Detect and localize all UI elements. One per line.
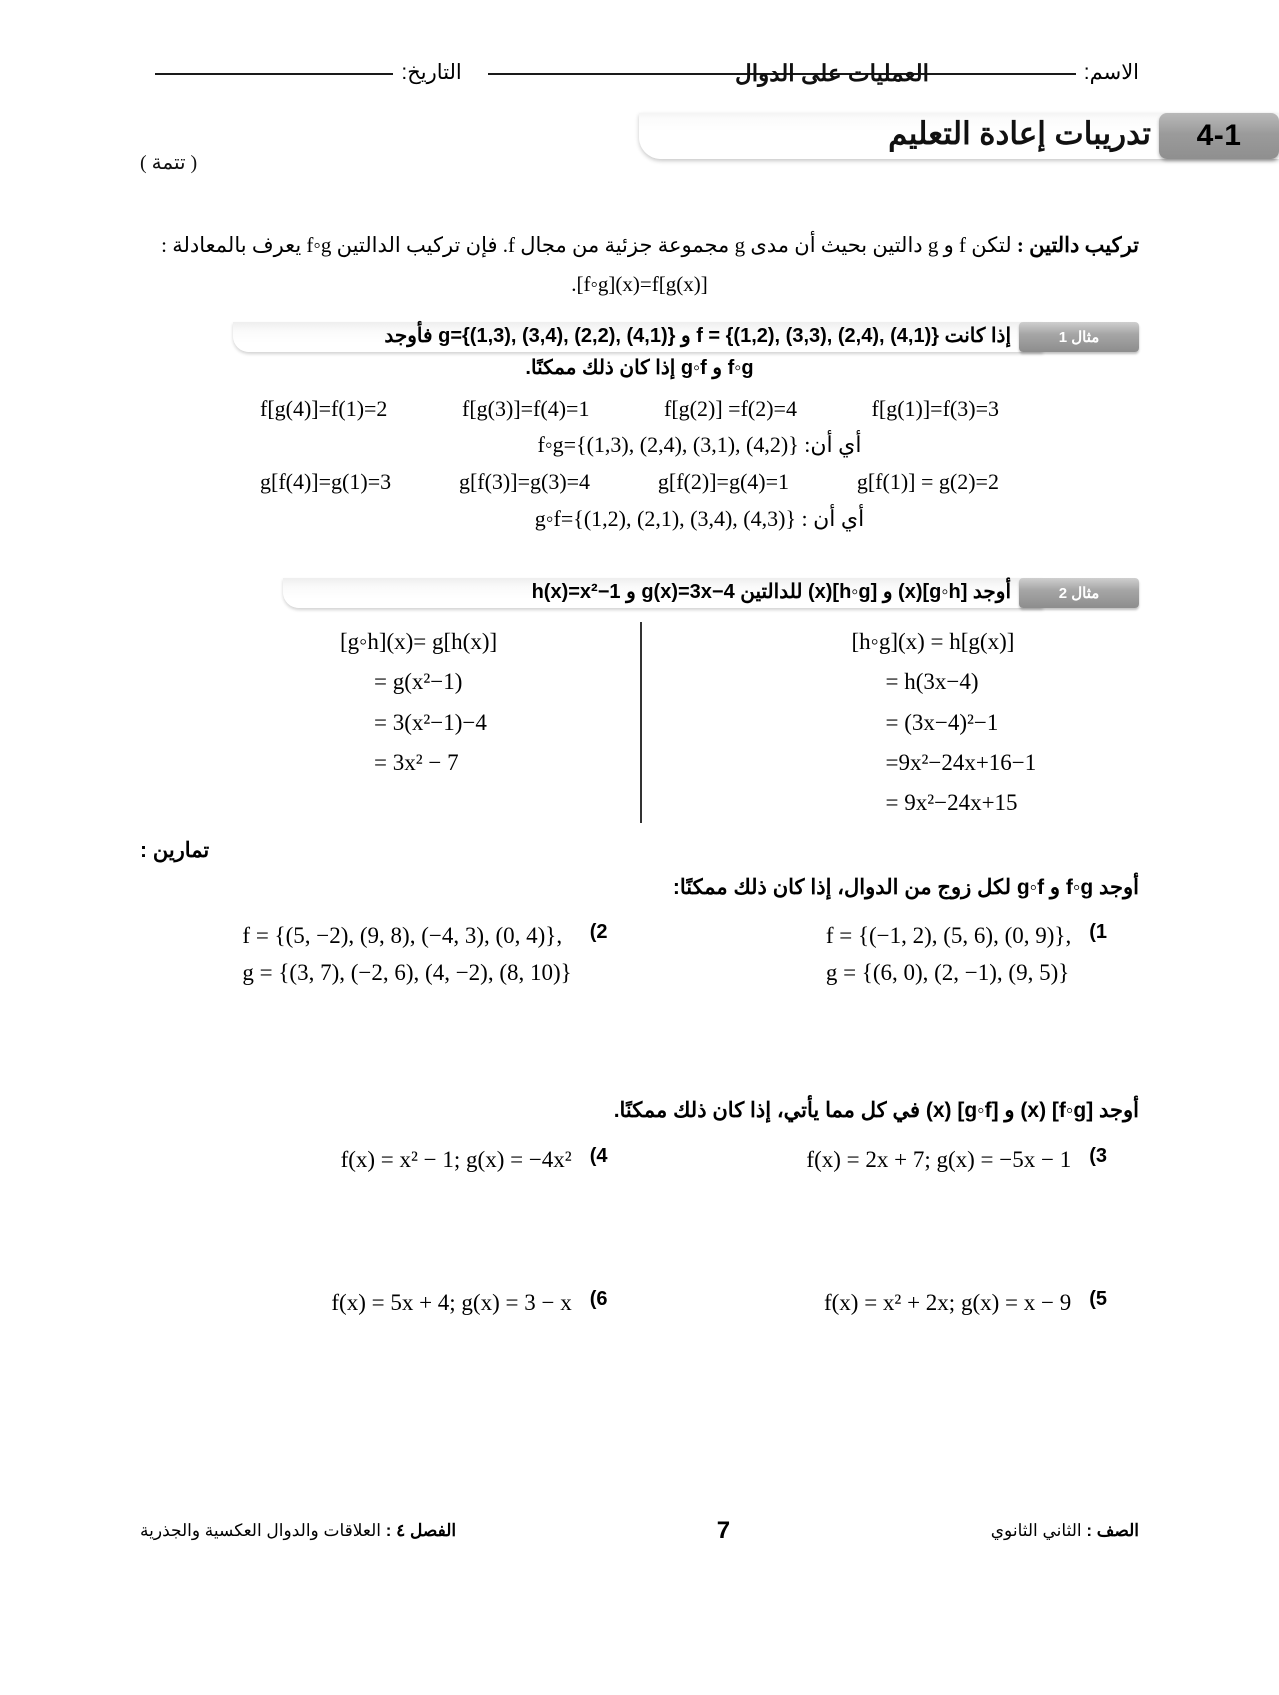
example1-fg-row	[140, 396, 1139, 422]
example2-left-line-4: = 3x² − 7	[374, 749, 459, 775]
example2-badge: مثال 2	[1019, 578, 1139, 608]
footer-page-number: 7	[716, 1517, 731, 1544]
exercise-item-6[interactable]	[140, 1285, 640, 1322]
exercise-3-number: (3	[1089, 1145, 1107, 1167]
page-footer	[140, 1517, 1139, 1545]
exercise-2-number: (2	[589, 921, 608, 943]
footer-grade	[991, 1521, 1139, 1541]
exercises-set-b-row2	[140, 1285, 1139, 1322]
definition-term: تركيب دالتين :	[1016, 233, 1139, 257]
example1-gf-1: g[f(1)] = g(2)=2	[856, 469, 999, 494]
example1-fg-2: f[g(2)] =f(2)=4	[664, 396, 797, 421]
section-banner	[140, 113, 1279, 163]
exercise-5-body: f(x) = x² + 2x; g(x) = x − 9	[823, 1290, 1072, 1315]
exercise-6-number: (6	[589, 1288, 608, 1310]
footer-chapter-value: العلاقات والدوال العكسية والجذرية	[140, 1521, 382, 1540]
example2-right-line-2: = h(3x−4)	[885, 669, 979, 695]
example2-right-line-5: = 9x²−24x+15	[885, 790, 1018, 815]
continuation-note: ( تتمة )	[140, 152, 198, 174]
example2-right-line-3: = (3x−4)²−1	[885, 709, 999, 735]
example1-prompt-line1: إذا كانت f = {(1,2), (3,3), (2,4), (4,1)} و g={(1,3), (3,4), (2,2), (4,1)} فأوجد	[384, 325, 1011, 347]
footer-chapter	[140, 1521, 456, 1541]
example1-fg-4: f[g(4)]=f(1)=2	[260, 396, 388, 421]
example1-fg-1: f[g(1)]=f(3)=3	[871, 396, 999, 421]
exercise-item-3[interactable]	[640, 1142, 1140, 1179]
example2-right-column	[640, 622, 1140, 823]
exercises-prompt-a: أوجد f◦g و g◦f لكل زوج من الدوال، إذا كان ذلك ممكنًا:	[672, 876, 1139, 899]
example1-header	[140, 322, 1139, 356]
exercises-heading: تمارين :	[140, 839, 210, 862]
exercises-set-a	[140, 918, 1139, 992]
exercise-item-5[interactable]	[640, 1285, 1140, 1322]
example1-fg-result-eqn: f◦g={(1,3), (2,4), (3,1), (4,2)}	[537, 432, 799, 457]
exercise-2-body	[242, 918, 571, 992]
example1-gf-result-prefix: أي أن :	[801, 506, 865, 531]
example2-prompt: أوجد [g◦h](x) و [h◦g](x) للدالتين g(x)=3x−4 و h(x)=x²−1	[531, 581, 1011, 603]
example1-fg-result-prefix: أي أن:	[804, 432, 862, 457]
name-label: الاسم:	[1083, 60, 1139, 84]
example1-gf-result	[140, 506, 1139, 532]
example2-work	[140, 622, 1139, 823]
example1-prompt-line2: f◦g و g◦f إذا كان ذلك ممكنًا.	[525, 357, 754, 379]
footer-grade-label: الصف :	[1086, 1521, 1139, 1540]
exercise-6-body: f(x) = 5x + 4; g(x) = 3 − x	[331, 1290, 572, 1315]
example1-gf-4: g[f(4)]=g(1)=3	[260, 469, 392, 494]
exercise-item-1[interactable]	[640, 918, 1140, 992]
exercises-set-b-row1	[140, 1142, 1139, 1179]
exercise-2-line-2: g = {(3, 7), (−2, 6), (4, −2), (8, 10)}	[242, 959, 572, 985]
example2-left-line-2: = g(x²−1)	[374, 669, 463, 695]
definition-block	[140, 228, 1139, 301]
definition-formula: .[f◦g](x)=f[g(x)]	[571, 271, 708, 296]
example2-left-column	[140, 622, 640, 823]
exercise-1-line-1: f = {(−1, 2), (5, 6), (0, 9)},	[825, 923, 1072, 948]
example2-left-line-3: = 3(x²−1)−4	[374, 709, 487, 735]
example2-left-line-1: [g◦h](x)= g[h(x)]	[340, 629, 498, 654]
section-number-badge: 4-1	[1159, 113, 1279, 159]
section-subtitle: العمليات على الدوال	[735, 60, 929, 86]
example1-fg-3: f[g(3)]=f(4)=1	[462, 396, 590, 421]
exercise-2-line-1: f = {(5, −2), (9, 8), (−4, 3), (0, 4)},	[242, 923, 563, 948]
footer-grade-value: الثاني الثانوي	[990, 1521, 1082, 1540]
exercise-1-body	[826, 918, 1071, 992]
definition-body: لتكن f و g دالتين بحيث أن مدى g مجموعة جزئية من مجال f. فإن تركيب الدالتين f◦g يعرف بالمعادلة :	[161, 233, 1012, 257]
exercise-4-number: (4	[589, 1145, 608, 1167]
date-write-line[interactable]	[155, 73, 393, 75]
example1-gf-row	[140, 469, 1139, 495]
exercise-1-number: (1	[1089, 921, 1107, 943]
example1-badge: مثال 1	[1019, 322, 1139, 352]
exercise-3-body: f(x) = 2x + 7; g(x) = −5x − 1	[806, 1147, 1072, 1172]
example2-right-line-1: [h◦g](x) = h[g(x)]	[851, 629, 1015, 654]
example1-gf-2: g[f(2)]=g(4)=1	[657, 469, 790, 494]
section-title: تدريبات إعادة التعليم	[888, 116, 1151, 151]
exercise-4-body: f(x) = x² − 1; g(x) = −4x²	[340, 1147, 572, 1172]
example2-right-line-4: =9x²−24x+16−1	[885, 749, 1037, 775]
exercises-prompt-b: أوجد [f◦g] (x) و [g◦f] (x) في كل مما يأتي، إذا كان ذلك ممكنًا.	[613, 1099, 1139, 1122]
example1-gf-result-eqn: g◦f={(1,2), (2,1), (3,4), (4,3)}	[534, 506, 797, 531]
exercise-5-number: (5	[1089, 1288, 1107, 1310]
example2-header	[140, 578, 1139, 612]
date-label: التاريخ:	[401, 60, 462, 84]
exercise-item-2[interactable]	[140, 918, 640, 992]
example1-gf-3: g[f(3)]=g(3)=4	[458, 469, 591, 494]
student-info-row	[140, 52, 1139, 92]
footer-chapter-label: الفصل ٤ :	[385, 1521, 457, 1540]
exercise-item-4[interactable]	[140, 1142, 640, 1179]
example1-fg-result	[140, 432, 1139, 458]
exercise-1-line-2: g = {(6, 0), (2, −1), (9, 5)}	[825, 959, 1070, 985]
date-field-group	[155, 60, 461, 85]
